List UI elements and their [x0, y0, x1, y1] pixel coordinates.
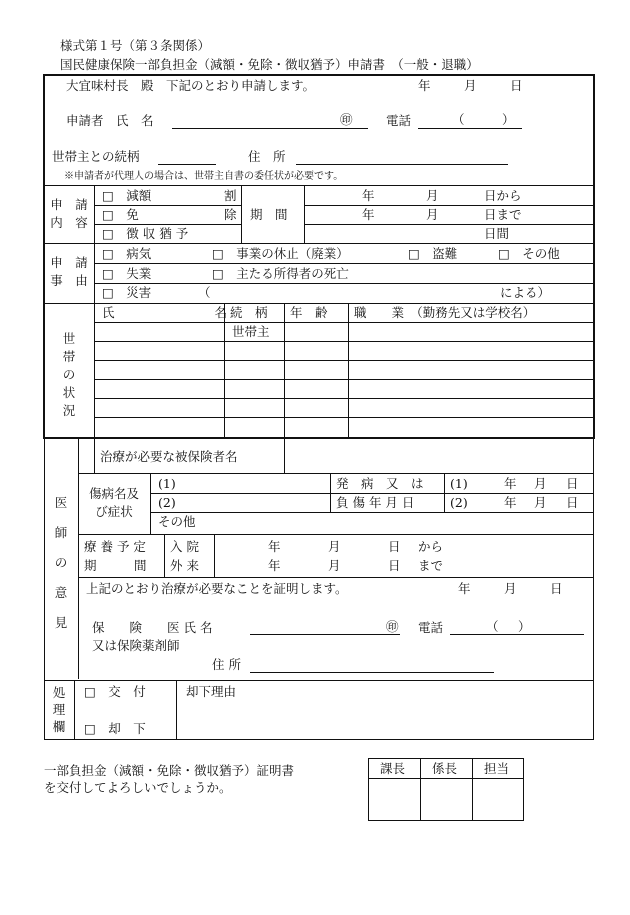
inpatient-label: 入 院 — [170, 539, 199, 554]
divider — [44, 243, 594, 244]
divider — [79, 534, 593, 535]
treat-to-day: 日 — [388, 558, 401, 573]
applicant-name-field[interactable] — [172, 128, 368, 129]
stamp-staff: 担当 — [484, 761, 510, 776]
proxy-note: ※申請者が代理人の場合は、世帯主自書の委任状が必要です。 — [64, 171, 344, 182]
disaster-close: による） — [500, 285, 551, 300]
certify-month: 月 — [504, 581, 517, 596]
doctor-address-label: 住 所 — [212, 657, 241, 672]
certify-day: 日 — [550, 581, 563, 596]
address-label: 住 所 — [248, 149, 286, 164]
processing-section-label: 処 理 欄 — [52, 685, 66, 734]
form-title: 国民健康保険一部負担金（減額・免除・徴収猶予）申請書 （一般・退職） — [60, 57, 479, 72]
col-name-header: 氏 名 — [102, 305, 228, 320]
divider — [95, 283, 594, 284]
disease-item-2: (2) — [158, 495, 176, 510]
intro-day: 日 — [510, 78, 523, 93]
pharmacist-label: 又は保険薬剤師 — [92, 638, 180, 653]
divider — [95, 263, 594, 264]
onset-label-2: 負 傷 年 月 日 — [336, 495, 415, 510]
head-of-household-cell: 世帯主 — [232, 324, 270, 339]
table-row — [95, 398, 594, 399]
divider — [241, 186, 242, 243]
doctor-phone-open: （ — [486, 619, 499, 634]
onset-2-day: 日 — [566, 495, 579, 510]
onset-1-year: 年 — [504, 476, 517, 491]
divider — [151, 493, 593, 494]
reason-business-closure[interactable]: □ 事業の休止（廃業） — [212, 246, 349, 261]
certify-statement: 上記のとおり治療が必要なことを証明します。 — [86, 581, 348, 596]
divider — [304, 186, 305, 243]
exemption-suffix: 除 — [224, 207, 237, 222]
reason-disaster[interactable]: □ 災害 — [102, 285, 152, 300]
divider — [95, 224, 241, 225]
divider — [44, 739, 594, 740]
col-relation-header: 続 柄 — [230, 305, 268, 320]
reason-death-of-earner[interactable]: □ 主たる所得者の死亡 — [212, 266, 349, 281]
reason-unemployment[interactable]: □ 失業 — [102, 266, 152, 281]
treat-from-year: 年 — [268, 539, 281, 554]
stamp-section-chief: 課長 — [380, 761, 406, 776]
stamp-unit-chief: 係長 — [432, 761, 458, 776]
col-job-header: 職 業 （勤務先又は学校名） — [354, 305, 536, 320]
divider — [94, 185, 95, 437]
divider — [151, 512, 593, 513]
period-from-month: 月 — [426, 188, 439, 203]
divider — [304, 205, 594, 206]
doctor-name-label: 保 険 医 氏 名 — [92, 620, 213, 635]
col-age-header: 年 齢 — [290, 305, 328, 320]
period-from-year: 年 — [362, 188, 375, 203]
outpatient-label: 外 来 — [170, 558, 199, 573]
divider — [164, 535, 165, 577]
reason-theft[interactable]: □ 盗難 — [408, 246, 458, 261]
treatment-label-1: 療 養 予 定 — [84, 539, 146, 554]
option-exemption[interactable]: □ 免 — [102, 207, 139, 222]
divider — [444, 474, 445, 512]
doctor-phone-field[interactable] — [450, 634, 584, 635]
divider — [284, 439, 285, 473]
onset-2-num: (2) — [450, 495, 468, 510]
reject-option[interactable]: □ 却 下 — [84, 721, 146, 736]
doctor-section-label: 医 師 の 意 見 — [54, 495, 68, 630]
period-to-suffix: 日まで — [484, 207, 522, 222]
treat-from-day: 日 — [388, 539, 401, 554]
certify-year: 年 — [458, 581, 471, 596]
onset-label-1: 発 病 又 は — [336, 476, 424, 491]
footer-question-line1: 一部負担金（減額・免除・徴収猶予）証明書 — [44, 763, 295, 778]
option-deferral[interactable]: □ 徴 収 猶 予 — [102, 226, 189, 241]
intro-year: 年 — [418, 78, 431, 93]
divider — [304, 224, 594, 225]
address-field[interactable] — [296, 164, 508, 165]
applicant-phone-open: （ — [452, 112, 465, 127]
applicant-seal: ㊞ — [340, 112, 353, 127]
divider — [420, 759, 421, 820]
treat-to-month: 月 — [328, 558, 341, 573]
onset-1-month: 月 — [534, 476, 547, 491]
addressee-line: 大宜味村長 殿 下記のとおり申請します。 — [66, 78, 316, 93]
reject-reason-label: 却下理由 — [186, 684, 237, 699]
divider — [472, 759, 473, 820]
applicant-phone-close: ） — [502, 112, 515, 127]
divider — [176, 681, 177, 739]
doctor-phone-label: 電話 — [418, 620, 444, 635]
doctor-address-field[interactable] — [250, 672, 494, 673]
divider — [79, 473, 593, 474]
application-section-label: 申 請 内 容 — [50, 197, 88, 230]
divider — [44, 680, 594, 681]
treat-from-month: 月 — [328, 539, 341, 554]
reason-section-label: 申 請 事 由 — [50, 255, 88, 288]
divider — [74, 681, 75, 739]
divider — [593, 439, 594, 739]
applicant-name-label: 申請者 氏 名 — [66, 113, 154, 128]
onset-2-year: 年 — [504, 495, 517, 510]
disease-label: 傷病名及 び症状 — [88, 486, 139, 519]
relation-label: 世帯主との続柄 — [52, 149, 140, 164]
divider — [44, 303, 594, 304]
form-number: 様式第１号（第３条関係） — [60, 38, 211, 53]
applicant-phone-label: 電話 — [386, 113, 412, 128]
household-section-label: 世 帯 の 状 況 — [62, 331, 76, 418]
table-row — [95, 341, 594, 342]
divider — [150, 474, 151, 534]
footer-question-line2: を交付してよろしいでしょうか。 — [44, 780, 232, 795]
treatment-label-2: 期 間 — [84, 558, 147, 573]
table-row — [95, 322, 594, 323]
doctor-phone-close: ） — [518, 619, 531, 634]
applicant-phone-field[interactable] — [418, 128, 522, 129]
disease-other: その他 — [158, 514, 196, 529]
period-label: 期 間 — [250, 207, 288, 222]
table-row — [95, 360, 594, 361]
intro-month: 月 — [464, 78, 477, 93]
treat-to-suffix: まで — [418, 558, 444, 573]
period-to-year: 年 — [362, 207, 375, 222]
divider — [79, 577, 593, 578]
grant-option[interactable]: □ 交 付 — [84, 684, 146, 699]
treat-to-year: 年 — [268, 558, 281, 573]
relation-field[interactable] — [158, 164, 216, 165]
treat-from-suffix: から — [418, 539, 444, 554]
reduction-rate-label: 割 — [224, 188, 237, 203]
disease-item-1: (1) — [158, 476, 176, 491]
option-reduction[interactable]: □ 減額 — [102, 188, 152, 203]
doctor-seal: ㊞ — [386, 619, 399, 634]
divider — [94, 439, 95, 473]
period-to-month: 月 — [426, 207, 439, 222]
reason-illness[interactable]: □ 病気 — [102, 246, 152, 261]
period-days-suffix: 日間 — [484, 226, 510, 241]
divider — [44, 185, 594, 186]
onset-2-month: 月 — [534, 495, 547, 510]
onset-1-day: 日 — [566, 476, 579, 491]
divider — [330, 474, 331, 512]
divider — [95, 205, 241, 206]
onset-1-num: (1) — [450, 476, 468, 491]
divider — [369, 778, 523, 779]
doctor-name-field[interactable] — [250, 634, 400, 635]
disaster-open-paren: （ — [198, 285, 211, 300]
divider — [78, 439, 79, 679]
period-from-suffix: 日から — [484, 188, 522, 203]
table-row — [95, 379, 594, 380]
patient-label: 治療が必要な被保険者名 — [100, 449, 238, 464]
reason-other[interactable]: □ その他 — [498, 246, 560, 261]
divider — [214, 535, 215, 577]
table-row — [95, 417, 594, 418]
